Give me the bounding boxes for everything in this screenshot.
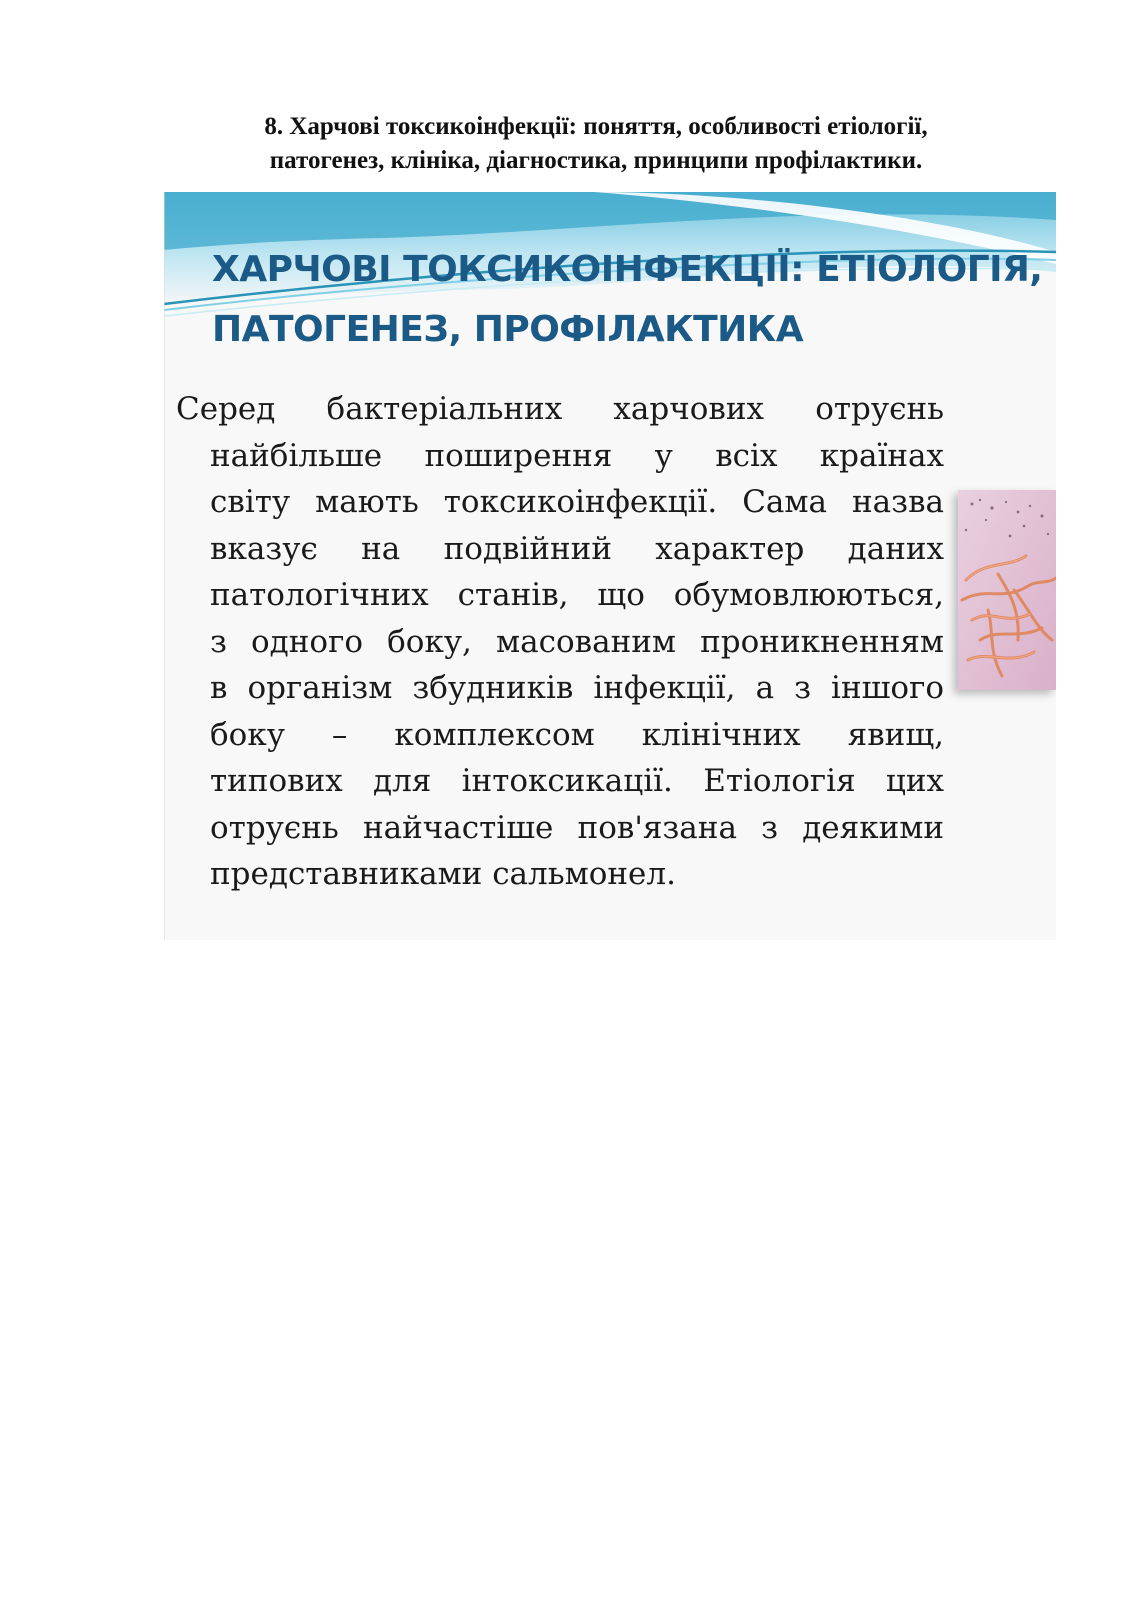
body-line-2: найбільше поширення у всіх країнах	[210, 437, 944, 474]
body-line-9: типових для інтоксикації. Етіологія цих	[210, 763, 944, 799]
slide	[164, 192, 1056, 940]
body-line-8: боку – комплексом клінічних явищ,	[210, 716, 944, 753]
body-line-3: світу мають токсикоінфекції. Сама назва	[210, 484, 944, 520]
body-line-10: отруєнь найчастіше пов'язана з деякими	[210, 809, 944, 846]
document-heading-line-2: патогенез, клініка, діагностика, принципи профілактики.	[269, 147, 923, 174]
slide-title-line-2: ПАТОГЕНЕЗ, ПРОФІЛАКТИКА	[212, 309, 804, 350]
body-line-4: вказує на подвійний характер даних	[210, 530, 944, 567]
body-line-11: представниками сальмонел.	[210, 856, 676, 892]
slide-body-text	[176, 386, 944, 898]
body-line-6: з одного боку, масованим проникненням	[210, 623, 944, 660]
document-heading	[150, 110, 1042, 178]
body-line-7: в організм збудників інфекції, а з іншого	[210, 670, 944, 706]
body-line-5: патологічних станів, що обумовлюються,	[210, 577, 944, 613]
document-heading-line-1: 8. Харчові токсикоінфекції: поняття, особливості етіології,	[264, 113, 928, 140]
body-line-1: Серед бактеріальних харчових отруєнь	[176, 391, 944, 427]
slide-title-line-1: ХАРЧОВІ ТОКСИКОІНФЕКЦІЇ: ЕТІОЛОГІЯ,	[212, 249, 1043, 290]
slide-title	[212, 240, 1056, 360]
bacteria-micrograph-icon	[958, 490, 1056, 690]
